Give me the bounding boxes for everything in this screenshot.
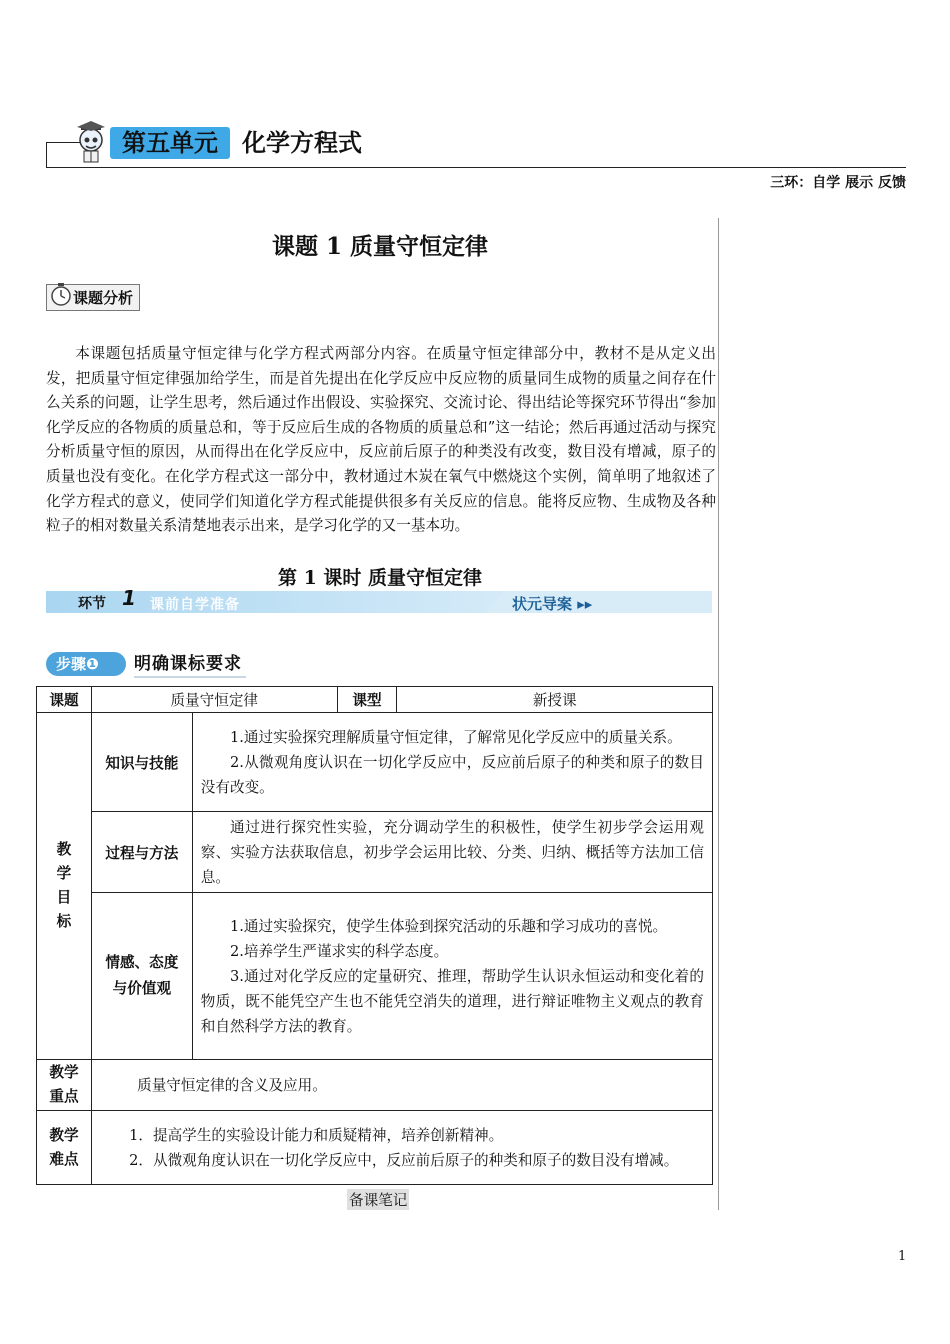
- unit-badge: 第五单元: [110, 127, 230, 159]
- mascot-icon: [72, 118, 110, 164]
- goal-text-knowledge: 1.通过实验探究理解质量守恒定律，了解常见化学反应中的质量关系。 2.从微观角度认识在一切化学反应中，反应前后原子的种类和原子的数目没有改变。: [192, 713, 712, 812]
- goal-text-values: 1.通过实验探究，使学生体验到探究活动的乐趣和学习成功的喜悦。 2.培养学生严谨求实的科学态度。 3.通过对化学反应的定量研究、推理，帮助学生认识永恒运动和变化着的物质，既不能凭空产生也不能凭空消失的道理，进行辩证唯物主义观点的教育和自然科学方法的教育。: [192, 893, 712, 1060]
- difficulty-text: 1．提高学生的实验设计能力和质疑精神，培养创新精神。 2．从微观角度认识在一切化学反应中，反应前后原子的种类和原子的数目没有增减。: [91, 1111, 712, 1185]
- notes-column-divider: [718, 218, 719, 1210]
- table-row: [37, 812, 713, 893]
- clock-icon: [49, 281, 71, 307]
- goal-text-process: 通过进行探究性实验，充分调动学生的积极性，使学生初步学会运用观察、实验方法获取信息，初步学会运用比较、分类、归纳、概括等方法加工信息。: [192, 812, 712, 893]
- unit-title: 化学方程式: [242, 129, 362, 157]
- header-rule-tick: [46, 142, 47, 168]
- table-row: [37, 713, 713, 812]
- type-label: 课型: [337, 687, 397, 713]
- intro-paragraph: 本课题包括质量守恒定律与化学方程式两部分内容。在质量守恒定律部分中，教材不是从定义出发，把质量守恒定律强加给学生，而是首先提出在化学反应中反应物的质量同生成物的质量之间存在什么关系的问题，让学生思考，然后通过作出假设、实验探究、交流讨论、得出结论等探究环节得出“参加化学反应的各物质的质量总和，等于反应后生成的各物质的质量总和”这一结论；然后再通过活动与探究分析质量守恒的原因，从而得出在化学反应中，反应前后原子的种类没有改变，数目没有增减，原子的质量也没有变化。在化学方程式这一部分中，教材通过木炭在氧气中燃烧这个实例，简单明了地叙述了化学方程式的意义，使同学们知道化学方程式能提供很多有关反应的信息。能将反应物、生成物及各种粒子的相对数量关系清楚地表示出来，是学习化学的又一基本功。: [46, 345, 716, 535]
- key-text: 质量守恒定律的含义及应用。: [91, 1060, 712, 1111]
- type-value: 新授课: [397, 687, 713, 713]
- link-label: 环节: [78, 596, 106, 612]
- goal-label-values: 情感、态度 与价值观: [91, 893, 192, 1060]
- link-subtitle: 课前自学准备: [150, 597, 240, 613]
- difficulty-label: 教学 难点: [37, 1111, 92, 1185]
- table-row: [37, 1060, 713, 1111]
- page-number: 1: [898, 1249, 907, 1264]
- step-pill: 步骤❶: [46, 652, 126, 676]
- goals-label: 教 学 目 标: [37, 713, 92, 1060]
- goal-label-knowledge: 知识与技能: [91, 713, 192, 812]
- link-right-label: 状元导案 ▸▸: [512, 595, 593, 613]
- three-loops-label: 三环：自学 展示 反馈: [770, 175, 906, 191]
- header-underline: [46, 167, 906, 168]
- table-row: [37, 893, 713, 1060]
- topic-label: 课题: [37, 687, 92, 713]
- table-row: [37, 687, 713, 713]
- notes-label: 备课笔记: [347, 1189, 409, 1210]
- lesson-title: 课题 1 质量守恒定律: [271, 233, 489, 260]
- analysis-tag-label: 课题分析: [73, 289, 134, 307]
- topic-value: 质量守恒定律: [91, 687, 337, 713]
- period-title: 第 1 课时 质量守恒定律: [277, 567, 483, 589]
- goal-label-process: 过程与方法: [91, 812, 192, 893]
- link-number: 1: [122, 586, 136, 610]
- step-title: 明确课标要求: [134, 652, 246, 678]
- key-label: 教学 重点: [37, 1060, 92, 1111]
- analysis-tag: [46, 284, 140, 311]
- goals-table: [36, 686, 713, 1185]
- table-row: [37, 1111, 713, 1185]
